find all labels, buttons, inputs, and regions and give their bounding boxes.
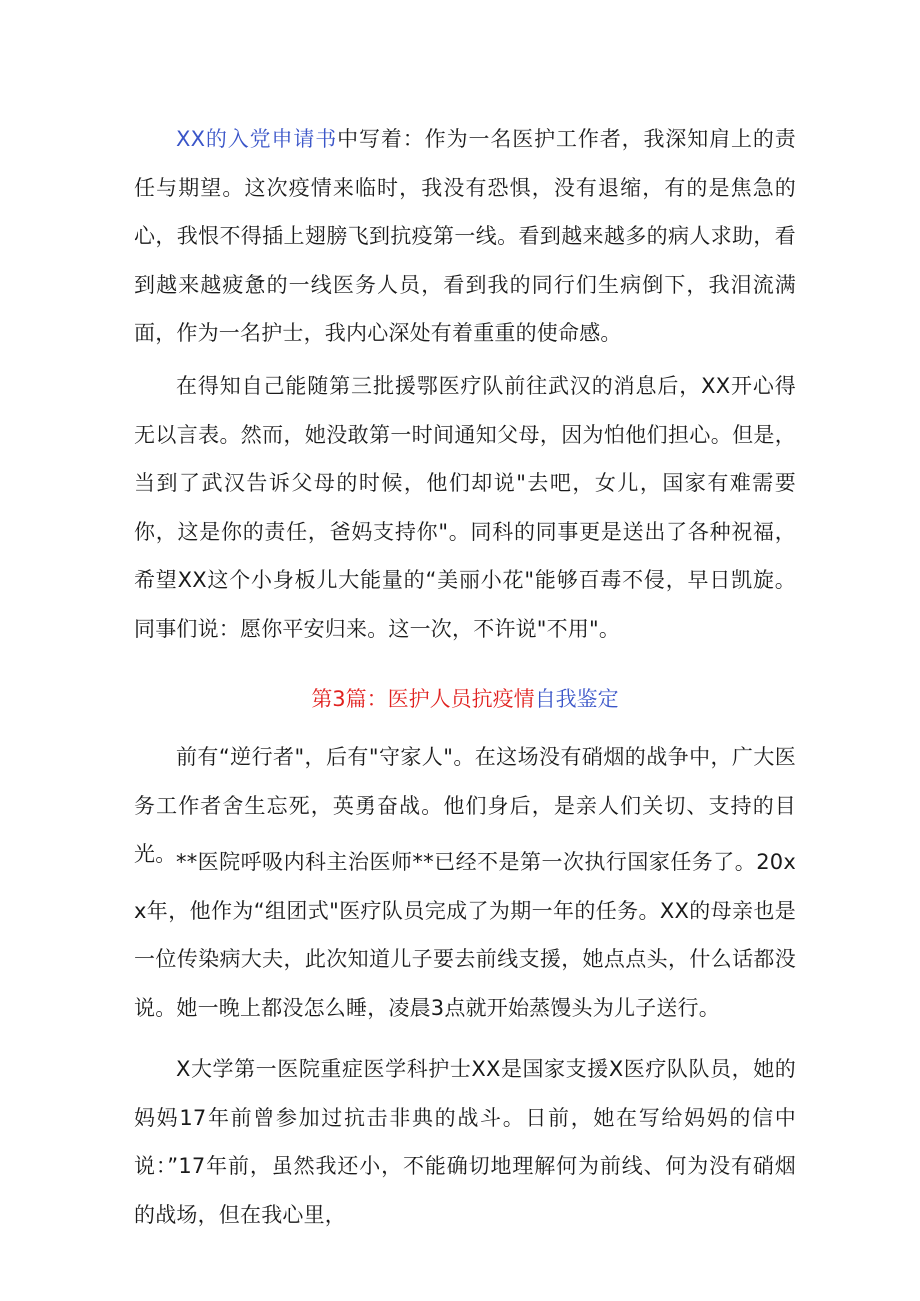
section-heading [134, 675, 796, 723]
paragraph-1-text: 中写着：作为一名医护工作者，我深知肩上的责任与期望。这次疫情来临时，我没有恐惧，没有退缩，有的是焦急的心，我恨不得插上翅膀飞到抗疫第一线。看到越来越多的病人求助，看到越来越疲惫的一线医务人员，看到我的同行们生病倒下，我泪流满面，作为一名护士，我内心深处有着重重的使命感。 [134, 127, 797, 346]
paragraph-1 [134, 115, 796, 358]
paragraph-2 [134, 362, 796, 654]
paragraph-4 [134, 838, 796, 1032]
paragraph-3-text: 前有“逆行者"，后有"守家人"。在这场没有硝烟的战争中，广大医务工作者舍生忘死，英勇奋战。他们身后，是亲人们关切、支持的目光。 [134, 745, 796, 867]
paragraph-5-text: X大学第一医院重症医学科护士XX是国家支援X医疗队队员，她的妈妈17年前曾参加过抗击非典的战斗。日前，她在写给妈妈的信中说：”17年前，虽然我还小，不能确切地理解何为前线、何为没有硝烟的战场，但在我心里， [134, 1057, 796, 1227]
paragraph-5 [134, 1045, 796, 1239]
application-letter-link[interactable]: XX的入党申请书 [176, 127, 338, 151]
heading-part-b: 自我鉴定 [534, 687, 619, 711]
paragraph-4-text: **医院呼吸内科主治医师**已经不是第一次执行国家任务了。20xx年，他作为“组团式"医疗队员完成了为期一年的任务。XX的母亲也是一位传染病大夫，此次知道儿子要去前线支援，她点点头，什么话都没说。她一晚上都没怎么睡，凌晨3点就开始蒸馒头为儿子送行。 [134, 850, 796, 1020]
heading-part-a: 第3篇：医护人员抗疫情 [311, 687, 535, 711]
paragraph-2-text: 在得知自己能随第三批援鄂医疗队前往武汉的消息后，XX开心得无以言表。然而，她没敢第一时间通知父母，因为怕他们担心。但是，当到了武汉告诉父母的时候，他们却说"去吧，女儿，国家有难需要你，这是你的责任，爸妈支持你"。同科的同事更是送出了各种祝福，希望XX这个小身板儿大能量的“美丽小花"能够百毒不侵，早日凯旋。同事们说：愿你平安归来。这一次，不许说"不用"。 [134, 374, 796, 641]
